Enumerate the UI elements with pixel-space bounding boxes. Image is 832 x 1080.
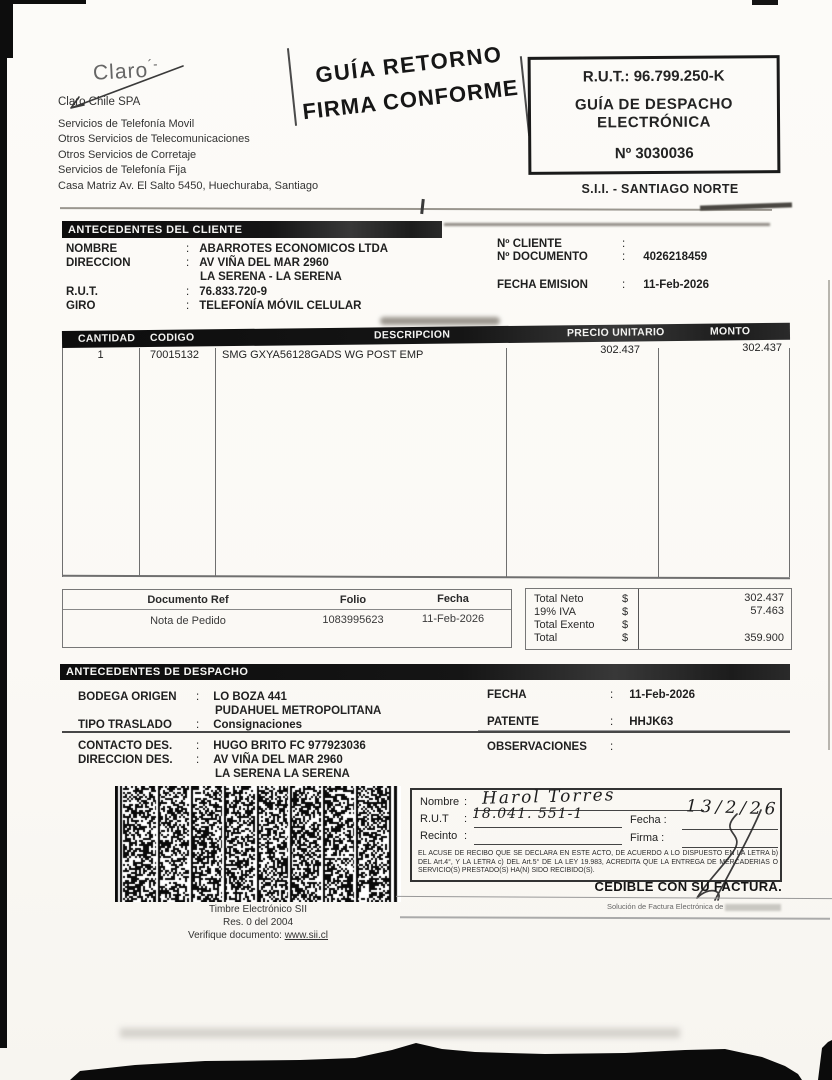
barcode-caption (115, 903, 401, 942)
colon: : (464, 813, 468, 825)
table-border (789, 348, 790, 577)
ref-cell-documento: Nota de Pedido (150, 615, 226, 627)
ref-header-fecha: Fecha (437, 593, 469, 605)
sii-office-label: S.I.I. - SANTIAGO NORTE (581, 182, 739, 196)
company-name: Claro Chile SPA (58, 96, 141, 108)
field-giro: GIRO : TELEFONÍA MÓVIL CELULAR (66, 300, 362, 312)
field-contacto-des: CONTACTO DES. : HUGO BRITO FC 977923036 (78, 740, 366, 752)
nombre-label: Nombre (420, 796, 460, 808)
col-header-cantidad: CANTIDAD (77, 332, 136, 345)
company-address-block (58, 95, 318, 194)
colon: : (464, 796, 468, 808)
item-cell-precio: 302.437 (600, 344, 640, 356)
resolution-line: Res. 0 del 2004 (222, 917, 294, 928)
scan-edge-corner (0, 0, 13, 58)
scan-edge-right (828, 280, 830, 750)
return-stamp-line2: FIRMA CONFORME (301, 74, 520, 125)
timbre-line: Timbre Electrónico SII (209, 904, 307, 915)
handwritten-name: Harol Torres (481, 785, 616, 809)
total-label: Total Neto (534, 593, 584, 605)
client-section-title: ANTECEDENTES DEL CLIENTE (68, 223, 243, 236)
pdf417-barcode (115, 786, 401, 902)
doc-type-line1: GUÍA DE DESPACHO (574, 95, 733, 114)
total-label: Total (534, 632, 558, 644)
handwritten-rut: 18.041. 551-1 (472, 806, 584, 822)
table-border (62, 348, 63, 577)
company-line: Casa Matriz Av. El Salto 5450, Huechuraba, Santiago (58, 179, 319, 192)
field-direccion-des: DIRECCION DES. : AV VIÑA DEL MAR 2960 (78, 754, 343, 766)
ref-header-underline (63, 609, 511, 610)
issuer-rut: R.U.T.: 96.799.250-K (582, 67, 725, 86)
field-fecha-emision: FECHA EMISION : 11-Feb-2026 (497, 279, 710, 291)
firma-label: Firma : (630, 832, 665, 844)
currency-sign: $ (622, 632, 629, 644)
item-cell-codigo: 70015132 (150, 349, 199, 361)
sii-url: www.sii.cl (284, 930, 329, 941)
currency-sign: $ (622, 619, 629, 631)
dispatch-section-title: ANTECEDENTES DE DESPACHO (66, 666, 249, 678)
field-observaciones: OBSERVACIONES : (487, 741, 614, 753)
company-line: Otros Servicios de Telecomunicaciones (58, 133, 250, 145)
field-direccion-line2: LA SERENA - LA SERENA (200, 271, 342, 283)
item-cell-cantidad: 1 (97, 349, 104, 361)
field-tipo-traslado: TIPO TRASLADO : Consignaciones (78, 719, 303, 731)
ref-cell-fecha: 11-Feb-2026 (421, 613, 485, 625)
dispatch-number: Nº 3030036 (614, 144, 694, 163)
scan-edge-top (0, 0, 86, 4)
table-divider (506, 348, 507, 577)
dispatch-section-title-bar (60, 664, 790, 680)
scan-edge-left (0, 0, 7, 1048)
table-divider (215, 348, 216, 577)
col-header-descripcion: DESCRIPCION (373, 328, 451, 342)
dispatch-divider-line (62, 731, 790, 733)
col-header-codigo: CODIGO (149, 331, 195, 345)
table-divider (139, 348, 140, 577)
rut-box (528, 55, 781, 175)
currency-sign: $ (622, 606, 629, 618)
total-label: 19% IVA (534, 606, 576, 618)
field-patente: PATENTE : HHJK63 (487, 716, 674, 728)
total-value: 302.437 (744, 592, 784, 604)
doc-type-line2: ELECTRÓNICA (597, 113, 712, 132)
field-n-documento: Nº DOCUMENTO : 4026218459 (497, 251, 708, 263)
ref-table (62, 589, 512, 648)
item-cell-monto: 302.437 (742, 342, 782, 354)
scan-tick (420, 199, 425, 214)
totals-divider (638, 589, 639, 649)
return-stamp-line1: GUÍA RETORNO (314, 41, 504, 88)
fecha-label: Fecha : (630, 814, 667, 826)
claro-logo-text: Claro (92, 58, 149, 85)
cedible-label: CEDIBLE CON SU FACTURA. (594, 879, 782, 894)
company-line: Otros Servicios de Corretaje (58, 148, 197, 161)
rut-line (474, 827, 622, 828)
ref-cell-folio: 1083995623 (322, 614, 384, 626)
ref-header-folio: Folio (339, 594, 367, 606)
field-direccion: DIRECCION : AV VIÑA DEL MAR 2960 (66, 257, 329, 269)
col-header-precio-unitario: PRECIO UNITARIO (566, 326, 665, 340)
field-n-cliente: Nº CLIENTE : (497, 238, 626, 250)
client-section-title-bar (62, 221, 442, 238)
scan-mark-top-right (752, 0, 778, 5)
legal-text: EL ACUSE DE RECIBO QUE SE DECLARA EN ESTE ACTO, DE ACUERDO A LO DISPUESTO EN LA LETRA b) DEL Art.4°, Y LA LETRA c) DEL Art.5° DE LA LEY 19.983, ACREDITA QUE LA ENTREGA DE MERCADERIAS O SERVICIO(S) PRESTADO(S) HA(N) SIDO RECIBIDO(S). (418, 850, 778, 874)
company-line: Servicios de Telefonía Fija (58, 164, 187, 176)
field-rut-cliente: R.U.T. : 76.833.720-9 (66, 286, 267, 298)
field-fecha-despacho: FECHA : 11-Feb-2026 (487, 689, 696, 701)
dispatch-divider-line-light (478, 730, 790, 731)
client-bar-smudge (444, 223, 770, 226)
scan-streak (60, 207, 772, 211)
table-divider (658, 348, 659, 577)
verify-line: Verifique documento: www.sii.cl (187, 930, 329, 941)
scan-bottom-band (0, 1018, 832, 1080)
col-header-monto: MONTO (709, 325, 751, 338)
field-bodega-origen: BODEGA ORIGEN : LO BOZA 441 (78, 691, 287, 703)
item-cell-descripcion: SMG GXYA56128GADS WG POST EMP (222, 349, 424, 361)
total-label: Total Exento (534, 619, 595, 631)
provider-label: Solución de Factura Electrónica de (607, 902, 781, 911)
recinto-label: Recinto (420, 830, 458, 842)
handwritten-date: 13/2/26 (685, 796, 780, 820)
ref-header-documento: Documento Ref (147, 594, 229, 606)
recinto-line (474, 844, 622, 845)
field-bodega-origen-line2: PUDAHUEL METROPOLITANA (215, 705, 382, 717)
colon: : (464, 830, 468, 842)
field-direccion-des-line2: LA SERENA LA SERENA (215, 768, 350, 780)
total-value: 57.463 (750, 605, 784, 617)
field-nombre: NOMBRE : ABARROTES ECONOMICOS LTDA (66, 243, 389, 255)
table-border-bottom (62, 575, 790, 580)
rut-label: R.U.T (420, 813, 449, 825)
items-header-smudge (380, 317, 500, 325)
company-line: Servicios de Telefonía Movil (58, 117, 195, 130)
currency-sign: $ (622, 593, 629, 605)
totals-box (525, 588, 792, 650)
footer-scan-line-2 (400, 916, 830, 919)
provider-faded-text (725, 904, 781, 911)
total-value: 359.900 (744, 632, 784, 644)
claro-logo-accent: ´- (147, 56, 159, 72)
